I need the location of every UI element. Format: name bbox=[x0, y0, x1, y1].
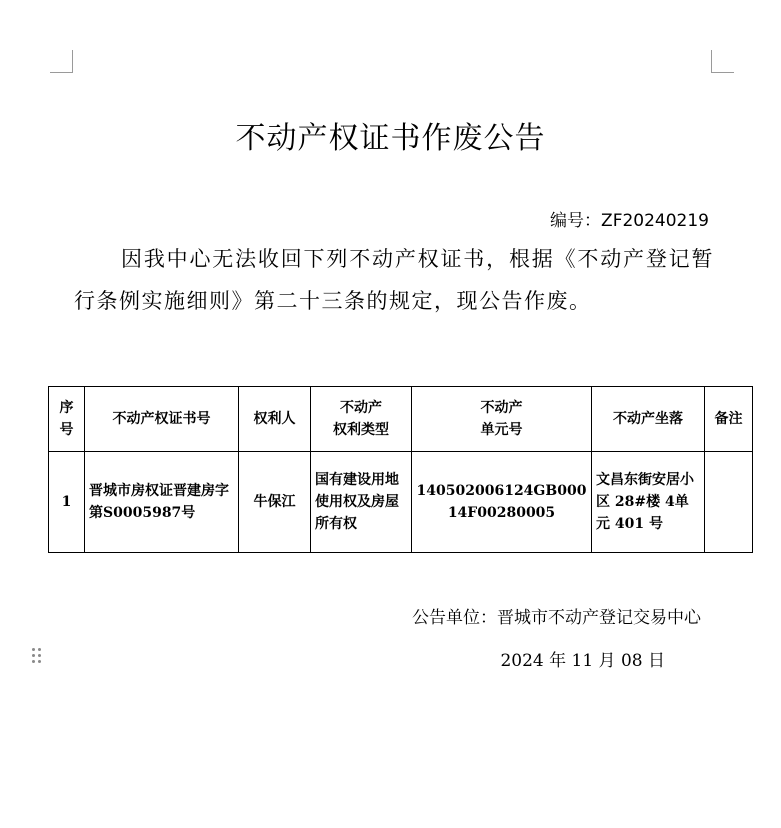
cell-cert-no: 晋城市房权证晋建房字第S0005987号 bbox=[85, 452, 239, 553]
document-number: 编号：ZF20240219 bbox=[550, 211, 709, 231]
announcement-paragraph: 因我中心无法收回下列不动产权证书，根据《不动产登记暂行条例实施细则》第二十三条的规定，现公告作废。 bbox=[74, 247, 714, 313]
table-row bbox=[49, 452, 753, 553]
issue-date: 2024 年 11 月 08 日 bbox=[500, 651, 665, 671]
cell-location: 文昌东街安居小区 28#楼 4单元 401 号 bbox=[592, 452, 705, 553]
cell-holder: 牛保江 bbox=[239, 452, 311, 553]
header-unit-no: 不动产 单元号 bbox=[412, 387, 592, 452]
header-cert-no: 不动产权证书号 bbox=[85, 387, 239, 452]
cell-right-type: 国有建设用地使用权及房屋所有权 bbox=[311, 452, 412, 553]
drag-handle-icon[interactable] bbox=[32, 648, 42, 664]
page-corner-mark-top-left bbox=[50, 50, 73, 73]
cell-remark bbox=[705, 452, 753, 553]
issuer-line: 公告单位：晋城市不动产登记交易中心 bbox=[412, 608, 701, 628]
page-corner-mark-top-right bbox=[711, 50, 734, 73]
header-seq: 序 号 bbox=[49, 387, 85, 452]
cell-unit-no: 140502006124GB00014F00280005 bbox=[412, 452, 592, 553]
header-holder: 权利人 bbox=[239, 387, 311, 452]
table-header-row bbox=[49, 387, 753, 452]
header-remark: 备注 bbox=[705, 387, 753, 452]
certificate-table bbox=[48, 386, 753, 553]
header-right-type: 不动产 权利类型 bbox=[311, 387, 412, 452]
document-title: 不动产权证书作废公告 bbox=[235, 121, 546, 156]
header-location: 不动产坐落 bbox=[592, 387, 705, 452]
cell-seq: 1 bbox=[49, 452, 85, 553]
